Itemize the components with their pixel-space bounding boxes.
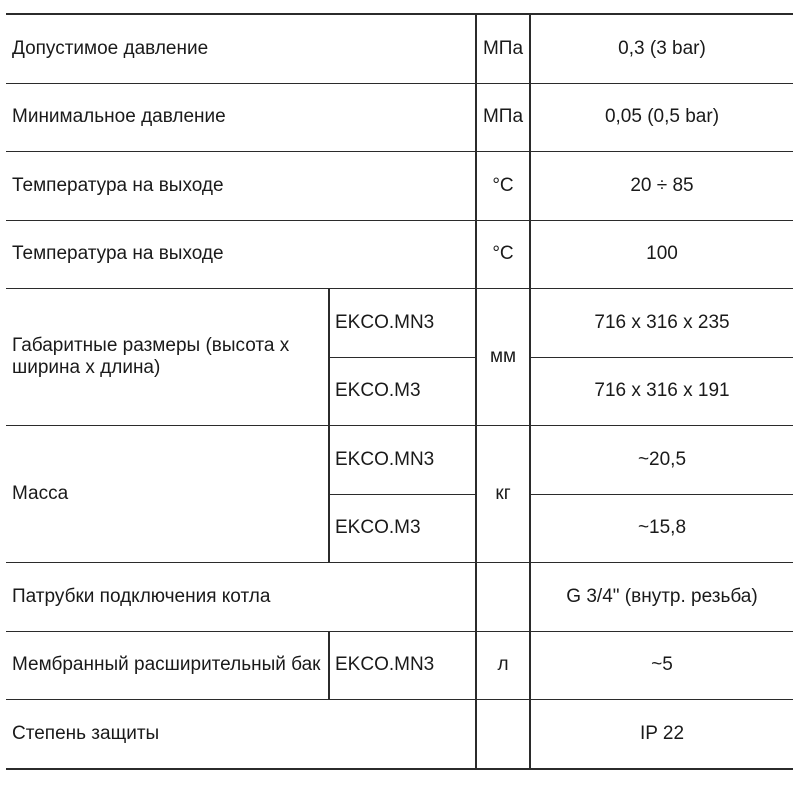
- table-row: [6, 563, 793, 632]
- unit-cell: МПа: [476, 83, 530, 152]
- unit-cell: °C: [476, 152, 530, 221]
- model-cell: EKCO.M3: [329, 494, 476, 563]
- value-cell: G 3/4" (внутр. резьба): [530, 563, 793, 632]
- unit-cell: °C: [476, 220, 530, 289]
- table-row: [6, 220, 793, 289]
- param-boiler-connections: Патрубки подключения котла: [6, 563, 476, 632]
- unit-cell: [476, 700, 530, 769]
- model-cell: EKCO.MN3: [329, 426, 476, 495]
- value-cell: 100: [530, 220, 793, 289]
- spec-table-wrapper: [6, 13, 793, 770]
- param-dimensions: Габаритные размеры (высота х ширина х длина): [6, 289, 329, 426]
- table-row: [6, 631, 793, 700]
- unit-cell: л: [476, 631, 530, 700]
- value-cell: 716 x 316 x 191: [530, 357, 793, 426]
- value-cell: 716 x 316 x 235: [530, 289, 793, 358]
- param-protection-degree: Степень защиты: [6, 700, 476, 769]
- table-row: [6, 152, 793, 221]
- param-outlet-temperature-max: Температура на выходе: [6, 220, 476, 289]
- model-cell: EKCO.MN3: [329, 289, 476, 358]
- unit-cell: [476, 563, 530, 632]
- param-outlet-temperature: Температура на выходе: [6, 152, 476, 221]
- table-row: [6, 83, 793, 152]
- value-cell: 20 ÷ 85: [530, 152, 793, 221]
- table-row: [6, 14, 793, 83]
- model-cell: EKCO.MN3: [329, 631, 476, 700]
- param-expansion-tank: Мембранный расширительный бак: [6, 631, 329, 700]
- param-minimum-pressure: Минимальное давление: [6, 83, 476, 152]
- value-cell: 0,05 (0,5 bar): [530, 83, 793, 152]
- table-row: [6, 700, 793, 769]
- table-row: [6, 289, 793, 358]
- unit-cell: мм: [476, 289, 530, 426]
- value-cell: IP 22: [530, 700, 793, 769]
- unit-cell: кг: [476, 426, 530, 563]
- value-cell: ~15,8: [530, 494, 793, 563]
- value-cell: ~20,5: [530, 426, 793, 495]
- value-cell: ~5: [530, 631, 793, 700]
- param-permissible-pressure: Допустимое давление: [6, 14, 476, 83]
- param-mass: Масса: [6, 426, 329, 563]
- model-cell: EKCO.M3: [329, 357, 476, 426]
- table-row: [6, 426, 793, 495]
- unit-cell: МПа: [476, 14, 530, 83]
- value-cell: 0,3 (3 bar): [530, 14, 793, 83]
- specifications-table: [6, 13, 793, 770]
